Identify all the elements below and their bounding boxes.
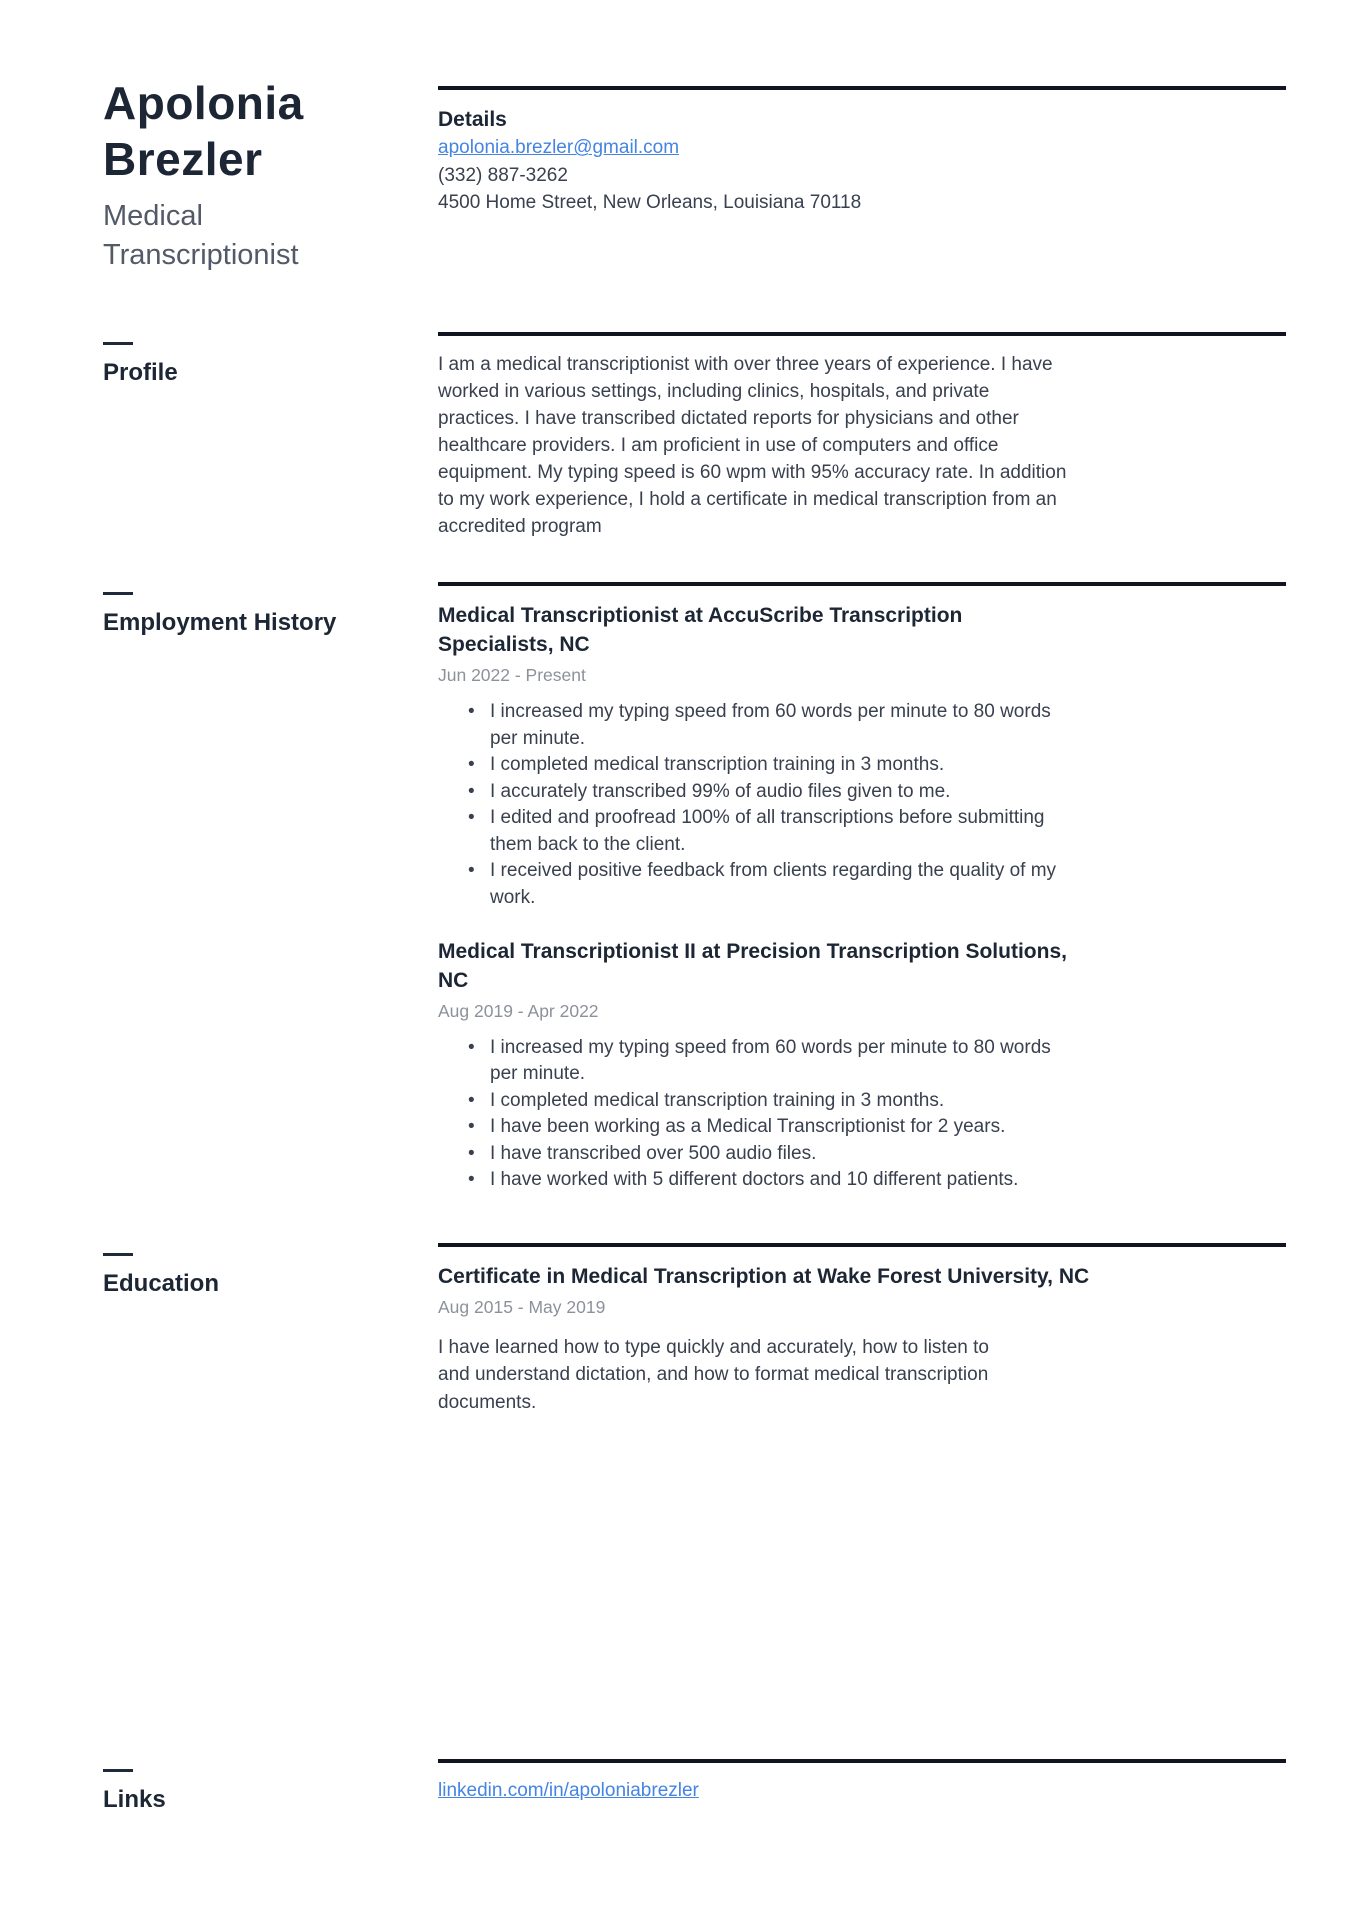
employment-heading-block <box>103 582 438 638</box>
job-bullet: • I have transcribed over 500 audio files. <box>466 1141 1080 1168</box>
section-rule <box>438 332 1286 336</box>
job-period: Aug 2019 - Apr 2022 <box>438 1001 599 1022</box>
profile-content <box>438 332 1286 540</box>
employment-heading: Employment History <box>103 609 337 637</box>
profile-text: I am a medical transcriptionist with over three years of experience. I have worked in various settings, including clinics, hospitals, and private practices. I have transcribed dictated reports for physicians and other healthcare providers. I am proficient in use of computers and office equipment. My typing speed is 60 wpm with 95% accuracy rate. In addition to my work experience, I hold a certificate in medical transcription from an accredited program <box>438 354 1067 538</box>
person-job-title: Medical Transcriptionist <box>103 200 299 271</box>
job-bullet-list <box>466 699 1286 911</box>
email-line <box>438 134 1286 162</box>
section-rule <box>438 1759 1286 1763</box>
job-bullet-list <box>466 1035 1286 1194</box>
details-block <box>438 75 1286 217</box>
name-block <box>103 75 438 274</box>
heading-dash <box>103 592 133 595</box>
heading-dash <box>103 1253 133 1256</box>
employment-section <box>103 582 1286 1194</box>
job-bullet: • I edited and proofread 100% of all transcriptions before submitting them back to the client. <box>466 805 1080 858</box>
heading-dash <box>103 342 133 345</box>
links-heading: Links <box>103 1786 166 1814</box>
job-bullet: • I completed medical transcription training in 3 months. <box>466 1088 1080 1115</box>
employment-content <box>438 582 1286 1194</box>
education-section <box>103 1243 1286 1416</box>
address-line: 4500 Home Street, New Orleans, Louisiana 70118 <box>438 192 862 214</box>
header-section <box>103 75 1286 274</box>
education-description: I have learned how to type quickly and accurately, how to listen to and understand dictation, and how to format medical transcription documents. <box>438 1336 989 1413</box>
linkedin-line <box>438 1777 1286 1804</box>
linkedin-link[interactable]: linkedin.com/in/apoloniabrezler <box>438 1780 699 1802</box>
heading-dash <box>103 1769 133 1772</box>
education-content <box>438 1243 1286 1416</box>
links-section <box>103 1759 1286 1815</box>
section-rule <box>438 582 1286 586</box>
profile-heading-block <box>103 332 438 388</box>
phone-line: (332) 887-3262 <box>438 164 568 186</box>
profile-heading: Profile <box>103 359 178 387</box>
job-bullet: • I have been working as a Medical Transcriptionist for 2 years. <box>466 1114 1080 1141</box>
job-bullet: • I increased my typing speed from 60 words per minute to 80 words per minute. <box>466 699 1080 752</box>
job-period: Jun 2022 - Present <box>438 665 586 686</box>
job-title: Medical Transcriptionist II at Precision Transcription Solutions, NC <box>438 940 1067 993</box>
details-heading: Details <box>438 108 507 131</box>
email-link[interactable]: apolonia.brezler@gmail.com <box>438 137 680 159</box>
education-period: Aug 2015 - May 2019 <box>438 1296 606 1317</box>
job-entry <box>438 937 1286 1194</box>
job-bullet: • I received positive feedback from clients regarding the quality of my work. <box>466 858 1080 911</box>
section-rule <box>438 1243 1286 1247</box>
job-entry <box>438 601 1286 911</box>
job-bullet: • I increased my typing speed from 60 words per minute to 80 words per minute. <box>466 1035 1080 1088</box>
job-bullet: • I accurately transcribed 99% of audio files given to me. <box>466 779 1080 806</box>
job-bullet: • I completed medical transcription training in 3 months. <box>466 752 1080 779</box>
job-title: Medical Transcriptionist at AccuScribe Transcription Specialists, NC <box>438 604 963 657</box>
education-degree: Certificate in Medical Transcription at Wake Forest University, NC <box>438 1264 1090 1288</box>
education-heading: Education <box>103 1269 220 1297</box>
profile-section <box>103 332 1286 540</box>
links-heading-block <box>103 1759 438 1815</box>
links-content <box>438 1759 1286 1804</box>
job-bullet: • I have worked with 5 different doctors and 10 different patients. <box>466 1167 1080 1194</box>
section-rule <box>438 86 1286 90</box>
person-name: Apolonia Brezler <box>103 77 304 186</box>
education-heading-block <box>103 1243 438 1299</box>
